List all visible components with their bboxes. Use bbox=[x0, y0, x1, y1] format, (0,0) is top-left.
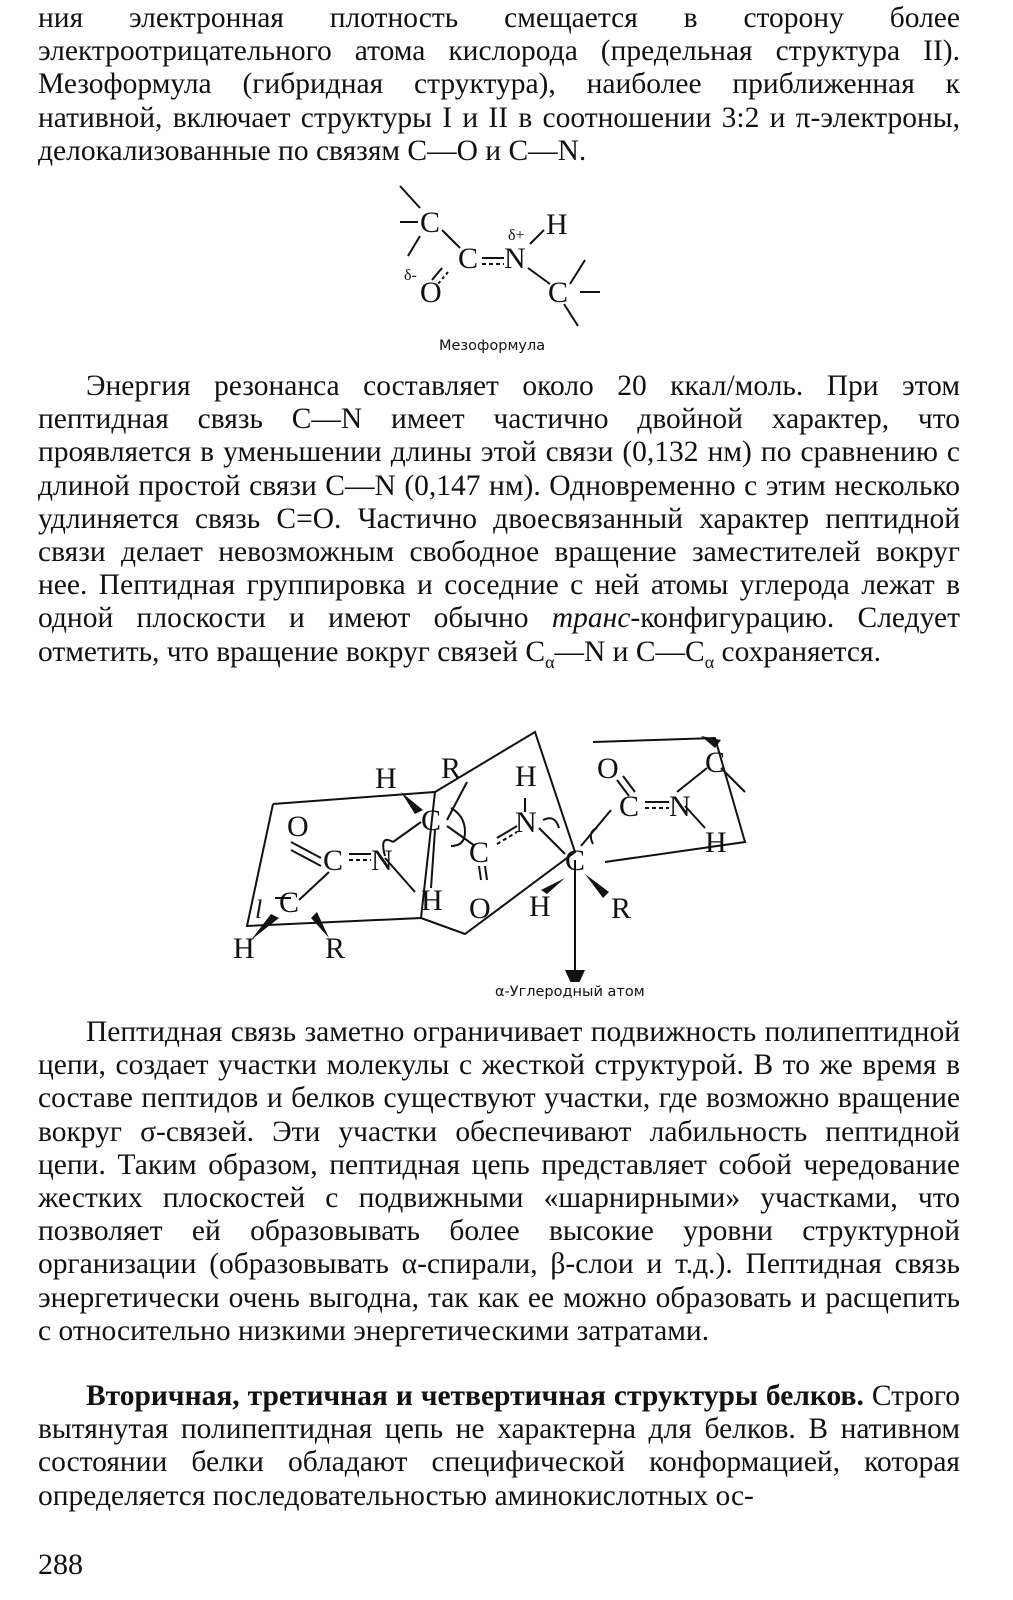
middle-c: C bbox=[421, 804, 442, 837]
middle-n-h: H bbox=[515, 760, 537, 793]
left-o: O bbox=[287, 810, 309, 843]
middle-n: N bbox=[515, 806, 537, 839]
resonance-text-2: -конфигурацию. Следует отметить, что вращение вокруг связей C bbox=[38, 602, 960, 668]
alpha-c: C bbox=[565, 844, 586, 877]
left-c: C bbox=[279, 886, 300, 919]
atom-c1: C bbox=[420, 206, 441, 239]
paragraph-intro: ния электронная плотность смещается в сторону более электроотрицательного атома кислорода (предельная структура II). Мезоформула (гибридная структура), наиболее приближенная к нативной, включает структуры I и II в соотношении 3:2 и π-электроны, делокализованные по связям C—O и C—N. bbox=[38, 2, 960, 167]
alpha-carbon-caption: α-Углеродный атом bbox=[495, 984, 645, 1000]
alpha-r: R bbox=[611, 892, 632, 925]
mesoformula-diagram bbox=[380, 180, 620, 330]
paragraph-structures bbox=[38, 1380, 960, 1513]
page-number: 288 bbox=[38, 1548, 83, 1581]
resonance-text-1: Энергия резонанса составляет около 20 ккал/моль. При этом пептидная связь C—N имеет частично двойной характер, что проявляется в уменьшении длины этой связи (0,132 нм) по сравнению с длиной простой связи C—N (0,147 нм). Одновременно с этим несколько удлиняется связь C=O. Частично двоесвязанный характер пептидной связи делает невозможным свободное вращение заместителей вокруг нее. Пептидная группировка и соседние с ней атомы углерода лежат в одной плоскости и имеют обычно bbox=[38, 370, 960, 635]
trans-emphasis: транс bbox=[551, 602, 631, 635]
right-o: O bbox=[597, 752, 619, 785]
carbonyl-c: C bbox=[469, 836, 490, 869]
paragraph-peptide-chain: Пептидная связь заметно ограничивает подвижность полипептидной цепи, создает участки молекулы с жесткой структурой. В то же время в составе пептидов и белков существуют участки, где возможно вращение вокруг σ-связей. Эти участки обеспечивают лабильность пептидной цепи. Таким образом, пептидная цепь представляет собой чередование жестких плоскостей с подвижными «шарнирными» участками, что позволяет ей образовывать более высокие уровни структурной организации (образовывать α-спирали, β-слои и т.д.). Пептидная связь энергетически очень выгодна, так как ее можно образовать и расщепить с относительно низкими энергетическими затратами. bbox=[38, 1016, 960, 1347]
left-l-mark: l bbox=[255, 895, 263, 924]
left-c2: C bbox=[323, 844, 344, 877]
section-heading: Вторичная, третичная и четвертичная структуры белков. bbox=[86, 1380, 864, 1412]
section-text: Строго вытянутая полипептидная цепь не характерна для белков. В нативном состоянии белки обладают специфической конформацией, которая определяется последовательностью аминокислотных ос- bbox=[38, 1380, 960, 1512]
right-h: H bbox=[705, 826, 727, 859]
left-r: R bbox=[325, 932, 346, 965]
resonance-text-4: сохраняется. bbox=[714, 635, 881, 668]
alpha-subscript-2: α bbox=[704, 651, 715, 672]
right-c: C bbox=[619, 790, 640, 823]
carbonyl-o: O bbox=[469, 892, 491, 925]
left-h: H bbox=[233, 932, 255, 965]
left-n: N bbox=[371, 844, 393, 877]
atom-c3: C bbox=[548, 276, 569, 309]
left-n-h: H bbox=[421, 884, 443, 917]
atom-c2: C bbox=[458, 242, 479, 275]
atom-o: O bbox=[420, 276, 442, 309]
delta-minus-label: δ- bbox=[404, 267, 417, 284]
far-c: C bbox=[705, 746, 726, 779]
delta-plus-label: δ+ bbox=[508, 227, 525, 244]
alpha-subscript-1: α bbox=[545, 651, 555, 672]
atom-h: H bbox=[546, 208, 568, 241]
right-n: N bbox=[669, 790, 691, 823]
alpha-h: H bbox=[529, 890, 551, 923]
resonance-text-3: —N и C—C bbox=[554, 635, 705, 668]
atom-n: N bbox=[504, 242, 526, 275]
top-r: R bbox=[441, 752, 462, 785]
paragraph-resonance bbox=[38, 370, 960, 679]
mesoformula-caption: Мезоформула bbox=[439, 338, 546, 354]
peptide-planes-diagram bbox=[225, 712, 775, 982]
top-h: H bbox=[375, 762, 397, 795]
